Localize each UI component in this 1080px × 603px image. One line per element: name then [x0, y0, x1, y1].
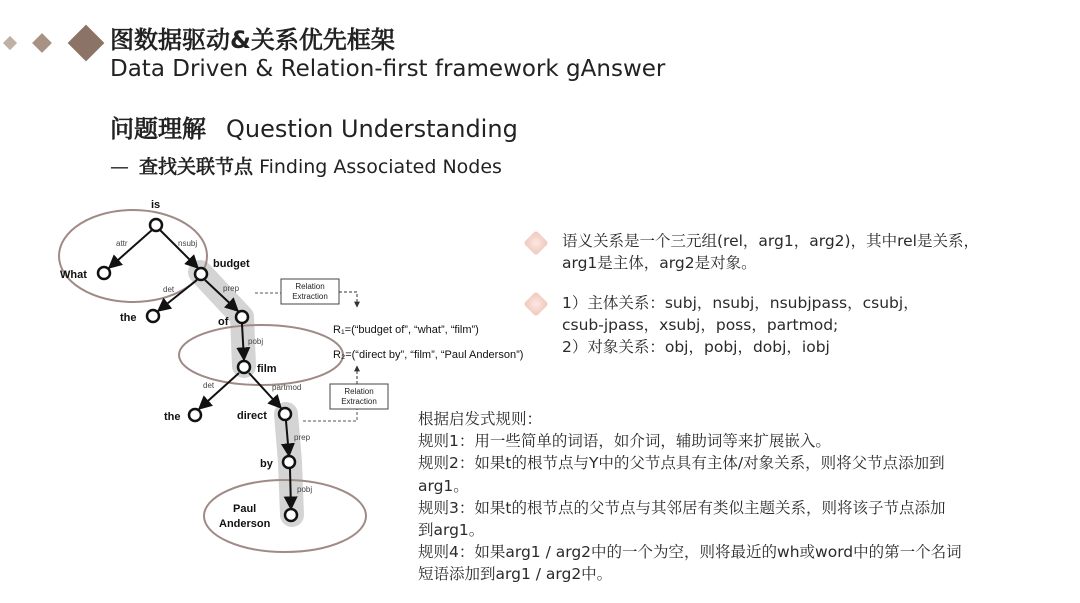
bullet-2-line-2: csub-jpass，xsubj，poss，partmod; [562, 316, 839, 334]
rules-line-8: 短语添加到arg1 / arg2中。 [418, 565, 613, 584]
edge-label-prep-2: prep [294, 433, 311, 442]
relation-extraction-box-1-line1: Relation [295, 282, 325, 291]
node-label-film: film [257, 363, 277, 375]
node-label-is: is [151, 199, 161, 211]
section-heading-en: Finding Associated Nodes [259, 156, 502, 178]
node-what [98, 267, 110, 279]
edge-label-det-1: det [163, 285, 175, 294]
node-label-direct: direct [237, 410, 267, 422]
rules-line-6: 到arg1。 [418, 521, 485, 540]
node-label-anderson: Anderson [219, 518, 271, 530]
edge-label-det-2: det [203, 381, 215, 390]
edge-by-anderson [290, 469, 291, 509]
bullet-1-line-1: 语义关系是一个三元组(rel，arg1，arg2)，其中rel是关系， [562, 232, 979, 250]
node-the-1 [147, 310, 159, 322]
node-the-2 [189, 409, 201, 421]
slide-title-cn: 图数据驱动&关系优先框架 [110, 26, 395, 54]
relation-extraction-box-2-line1: Relation [344, 387, 374, 396]
bullet-2-line-1: 1）主体关系：subj，nsubj，nsubjpass，csubj， [562, 294, 919, 312]
node-label-the-2: the [164, 411, 181, 423]
bullet-text-1 [562, 230, 979, 274]
node-label-budget: budget [213, 258, 250, 270]
node-film [238, 361, 250, 373]
node-of [236, 311, 248, 323]
node-label-paul: Paul [233, 503, 257, 515]
heuristic-rules [418, 408, 962, 586]
edge-is-budget [160, 230, 198, 268]
relation-triple-2: R₂=(“direct by”, “film”, “Paul Anderson”) [333, 349, 524, 361]
edge-label-nsubj: nsubj [178, 239, 198, 248]
subtitle-cn: 问题理解 [110, 115, 206, 143]
slide-title-en: Data Driven & Relation-first framework gAnswer [110, 56, 666, 82]
subtitle-en: Question Understanding [226, 115, 518, 143]
bullet-1-line-2: arg1是主体，arg2是对象。 [562, 254, 757, 272]
bullet-text-2 [562, 292, 919, 358]
edge-label-attr: attr [116, 239, 128, 248]
ellipse-middle [179, 325, 343, 385]
relation-triple-1: R₁=(“budget of”, “what”, “film”) [333, 324, 479, 336]
node-budget [195, 268, 207, 280]
rules-line-1: 根据启发式规则： [418, 410, 543, 428]
node-label-of: of [218, 316, 229, 328]
bullet-2-line-3: 2）对象关系：obj，pobj，dobj，iobj [562, 338, 830, 356]
rules-line-3: 规则2：如果t的根节点与Y中的父节点具有主体/对象关系，则将父节点添加到 [418, 454, 945, 473]
edge-is-what [109, 230, 152, 268]
edge-film-the [199, 373, 239, 409]
relation-extraction-box-2-line2: Extraction [341, 397, 377, 406]
rules-line-7: 规则4：如果arg1 / arg2中的一个为空，则将最近的wh或word中的第一个名词 [418, 543, 962, 562]
rules-line-4: arg1。 [418, 476, 469, 495]
edge-label-pobj-1: pobj [248, 337, 264, 346]
node-by [283, 456, 295, 468]
node-is [150, 219, 162, 231]
node-label-by: by [260, 458, 273, 470]
edge-label-partmod: partmod [272, 383, 302, 392]
rules-line-5: 规则3：如果t的根节点的父节点与其邻居有类似主题关系，则将该子节点添加 [418, 498, 946, 517]
section-heading-cn: 查找关联节点 [139, 156, 254, 178]
node-label-the-1: the [120, 312, 137, 324]
node-direct [279, 408, 291, 420]
rules-line-2: 规则1：用一些简单的词语，如介词，辅助词等来扩展嵌入。 [418, 432, 831, 451]
relation-extraction-box-1-line2: Extraction [292, 292, 328, 301]
edge-label-pobj-2: pobj [297, 485, 313, 494]
section-dash: — [110, 156, 129, 178]
node-anderson [285, 509, 297, 521]
node-label-what: What [60, 269, 87, 281]
edge-label-prep-1: prep [223, 284, 240, 293]
